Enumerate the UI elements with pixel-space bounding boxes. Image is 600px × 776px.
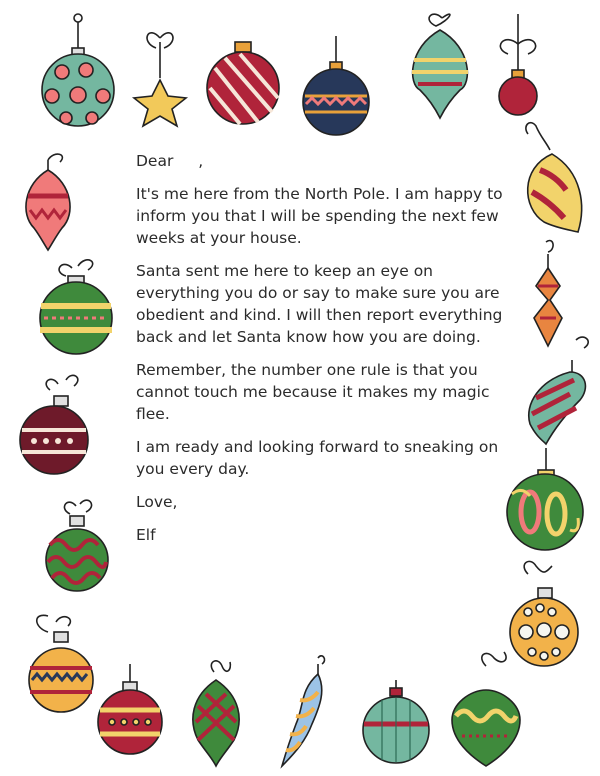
green-striped-drop-ornament-icon <box>529 337 588 444</box>
blue-twisted-icicle-ornament-icon <box>282 656 325 766</box>
red-green-pattern-ornament-icon <box>46 500 108 591</box>
small-orange-spindle-ornament-icon <box>534 241 562 346</box>
orange-banded-ornament-icon <box>29 615 93 712</box>
paragraph-closing-remark: I am ready and looking forward to sneaking on you every day. <box>136 438 499 478</box>
closing-line: Love, <box>136 493 178 511</box>
red-swirl-drop-ornament-icon <box>526 123 582 232</box>
small-red-ornament-icon <box>499 14 537 115</box>
green-swirl-ornament-icon <box>507 448 583 550</box>
paragraph-purpose: Santa sent me here to keep an eye on everything you do or say to make sure you are obedient and kind. I will then report everything back and let Santa know how you are doing. <box>136 262 503 346</box>
greeting-line: Dear , <box>136 152 204 170</box>
teal-drop-ornament-icon <box>412 14 468 118</box>
green-banded-ornament-icon <box>40 260 112 354</box>
argyle-drop-ornament-icon <box>193 661 239 766</box>
elf-letter <box>136 150 506 557</box>
maroon-yellow-ornament-icon <box>98 664 162 754</box>
paragraph-rule: Remember, the number one rule is that you cannot touch me because it makes my magic flee. <box>136 361 490 423</box>
teal-polka-dot-ornament-icon <box>42 14 114 126</box>
red-striped-ornament-icon <box>207 42 279 124</box>
teal-ribbed-ornament-icon <box>363 680 429 763</box>
maroon-dotted-ornament-icon <box>20 375 88 474</box>
green-wave-drop-ornament-icon <box>452 652 520 766</box>
orange-dotted-ornament-icon <box>510 561 578 666</box>
star-ornament-icon <box>134 33 186 126</box>
signature-line: Elf <box>136 526 156 544</box>
navy-zigzag-ornament-icon <box>303 36 369 135</box>
paragraph-intro: It's me here from the North Pole. I am happy to inform you that I will be spending the next few weeks at your house. <box>136 185 503 247</box>
red-drop-ornament-icon <box>26 154 70 250</box>
